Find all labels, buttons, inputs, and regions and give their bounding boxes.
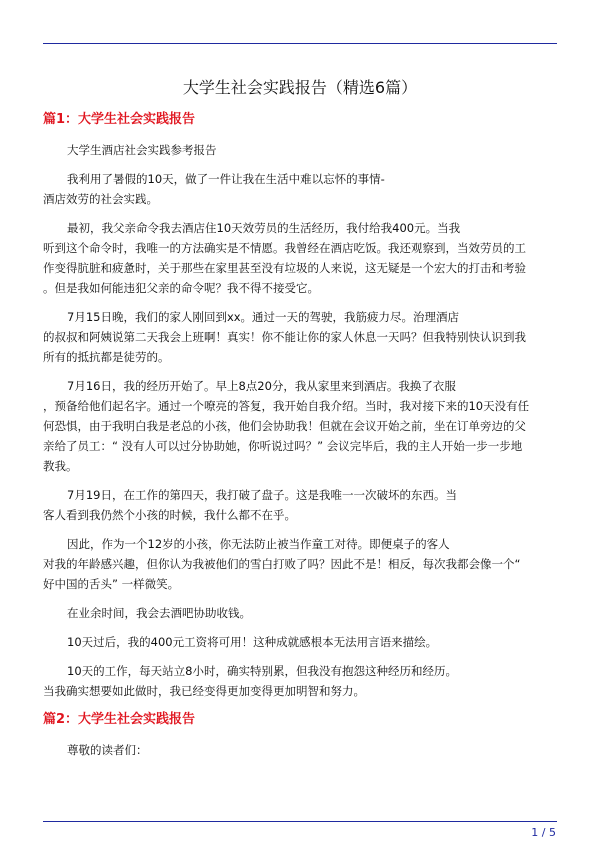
- header-rule: [43, 43, 557, 44]
- paragraph-line: 7月16日，我的经历开始了。早上8点20分，我从家里来到酒店。我换了衣服: [67, 379, 456, 393]
- paragraph-line: 酒店效劳的社会实践。: [43, 192, 158, 206]
- paragraph-line: 尊敬的读者们：: [67, 743, 148, 757]
- paragraph-line: 当我确实想要如此做时，我已经变得更加变得更加明智和努力。: [43, 684, 365, 698]
- section-heading: 篇2：大学生社会实践报告: [43, 712, 196, 727]
- paragraph-line: 。但是我如何能违犯父亲的命令呢？我不得不接受它。: [43, 281, 319, 295]
- paragraph-line: 10天的工作，每天站立8小时，确实特别累，但我没有抱怨这种经历和经历。: [67, 664, 457, 678]
- paragraph: [43, 485, 557, 525]
- paragraph: [43, 661, 557, 701]
- paragraph-line: 7月19日，在工作的第四天，我打破了盘子。这是我唯一一次破坏的东西。当: [67, 488, 457, 502]
- paragraph-line: 10天过后，我的400元工资将可用！这种成就感根本无法用言语来描绘。: [67, 635, 438, 649]
- document-title: 大学生社会实践报告（精选6篇）: [182, 78, 418, 97]
- paragraph-line: 对我的年龄感兴趣，但你认为我被他们的雪白打败了吗？因此不是！相反，每次我都会像一个“: [43, 557, 521, 571]
- paragraph: [43, 534, 557, 594]
- paragraph-line: 何恐惧，由于我明白我是老总的小孩，他们会协助我！但就在会议开始之前，坐在订单旁边的父: [43, 419, 526, 433]
- paragraph-line: 的叔叔和阿姨说第二天我会上班啊！真实！你不能让你的家人休息一天吗？但我特别快认识到我: [43, 330, 526, 344]
- section-heading: 篇1：大学生社会实践报告: [43, 112, 196, 127]
- paragraph: [43, 140, 557, 160]
- paragraph: [43, 376, 557, 476]
- paragraph-line: 亲给了员工：“ 没有人可以过分协助她，你听说过吗？” 会议完毕后，我的主人开始一步一步地: [43, 439, 523, 453]
- paragraph: [43, 603, 557, 623]
- paragraph-line: 最初，我父亲命令我去酒店住10天效劳员的生活经历，我付给我400元。当我: [67, 221, 461, 235]
- page-number: 1 / 5: [531, 826, 556, 839]
- paragraph: [43, 218, 557, 298]
- paragraph-line: 7月15日晚，我们的家人刚回到xx。通过一天的驾驶，我筋疲力尽。治理酒店: [67, 310, 460, 324]
- paragraph-line: 好中国的舌头” 一样微笑。: [43, 577, 180, 591]
- paragraph-line: 在业余时间，我会去酒吧协助收钱。: [67, 606, 251, 620]
- footer-rule: [43, 821, 557, 822]
- paragraph: [43, 169, 557, 209]
- paragraph-line: 作变得肮脏和疲惫时，关于那些在家里甚至没有垃圾的人来说，这无疑是一个宏大的打击和考验: [43, 261, 526, 275]
- paragraph-line: 大学生酒店社会实践参考报告: [67, 143, 217, 157]
- paragraph: [43, 740, 557, 760]
- paragraph-line: ，预备给他们起名字。通过一个嘹亮的答复，我开始自我介绍。当时，我对接下来的10天没有任: [43, 399, 530, 413]
- paragraph-line: 客人看到我仍然个小孩的时候，我什么都不在乎。: [43, 508, 296, 522]
- paragraph-line: 听到这个命令时，我唯一的方法确实是不情愿。我曾经在酒店吃饭。我还观察到，当效劳员的工: [43, 241, 526, 255]
- paragraph: [43, 632, 557, 652]
- document-body: [43, 76, 557, 769]
- paragraph-line: 所有的抵抗都是徒劳的。: [43, 350, 170, 364]
- paragraph-line: 因此，作为一个12岁的小孩，你无法防止被当作童工对待。即便桌子的客人: [67, 537, 450, 551]
- paragraph-line: 教我。: [43, 459, 78, 473]
- paragraph-line: 我利用了暑假的10天，做了一件让我在生活中难以忘怀的事情-: [67, 172, 385, 186]
- paragraph: [43, 307, 557, 367]
- sections: [43, 110, 557, 760]
